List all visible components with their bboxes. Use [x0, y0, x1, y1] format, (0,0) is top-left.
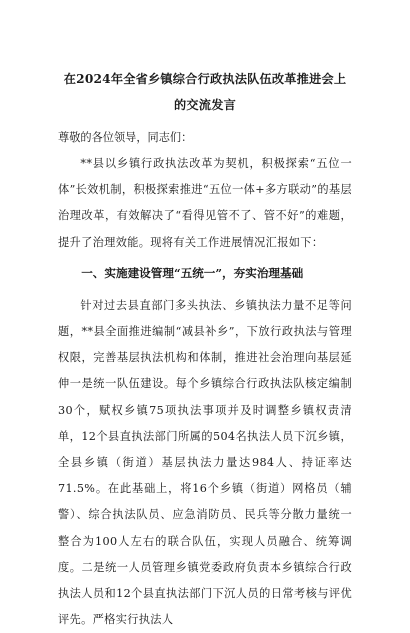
document-title: 在2024年全省乡镇综合行政执法队伍改革推进会上的交流发言 — [63, 72, 347, 112]
section-heading: 一、实施建设管理“五统一”，夯实治理基础 — [81, 265, 304, 280]
section-body-paragraph: 针对过去县直部门多头执法、乡镇执法力量不足等问题，**县全面推进编制“减县补乡”，下放行政执法与管理权限，完善基层执法机构和体制，推进社会治理向基层延伸一是统一队伍建设。每个乡镇综合行政执法队核定编制30个，赋权乡镇75项执法事项并及时调整乡镇权责清单，12个县直执法部门所属的504名执法人员下沉乡镇，全县乡镇（街道）基层执法力量达984人、持证率达71.5%。在此基础上，将16个乡镇（街道）网格员（辅警）、综合执法队员、应急消防员、民兵等分散力量统一整合为100人左右的联合队伍，实现人员融合、统筹调度。二是统一人员管理乡镇党委政府负责本乡镇综合行政执法人员和12个县直执法部门下沉人员的日常考核与评优评先。严格实行执法人 — [58, 298, 352, 627]
salutation: 尊敬的各位领导，同志们： — [58, 131, 193, 144]
intro-paragraph: **县以乡镇行政执法改革为契机，积极探索“五位一体”长效机制，积极探索推进“五位一体+多方联动”的基层治理改革，有效解决了“看得见管不了、管不好”的难题，提升了治理效能。现将有关工作进展情况汇报如下： — [58, 157, 352, 249]
